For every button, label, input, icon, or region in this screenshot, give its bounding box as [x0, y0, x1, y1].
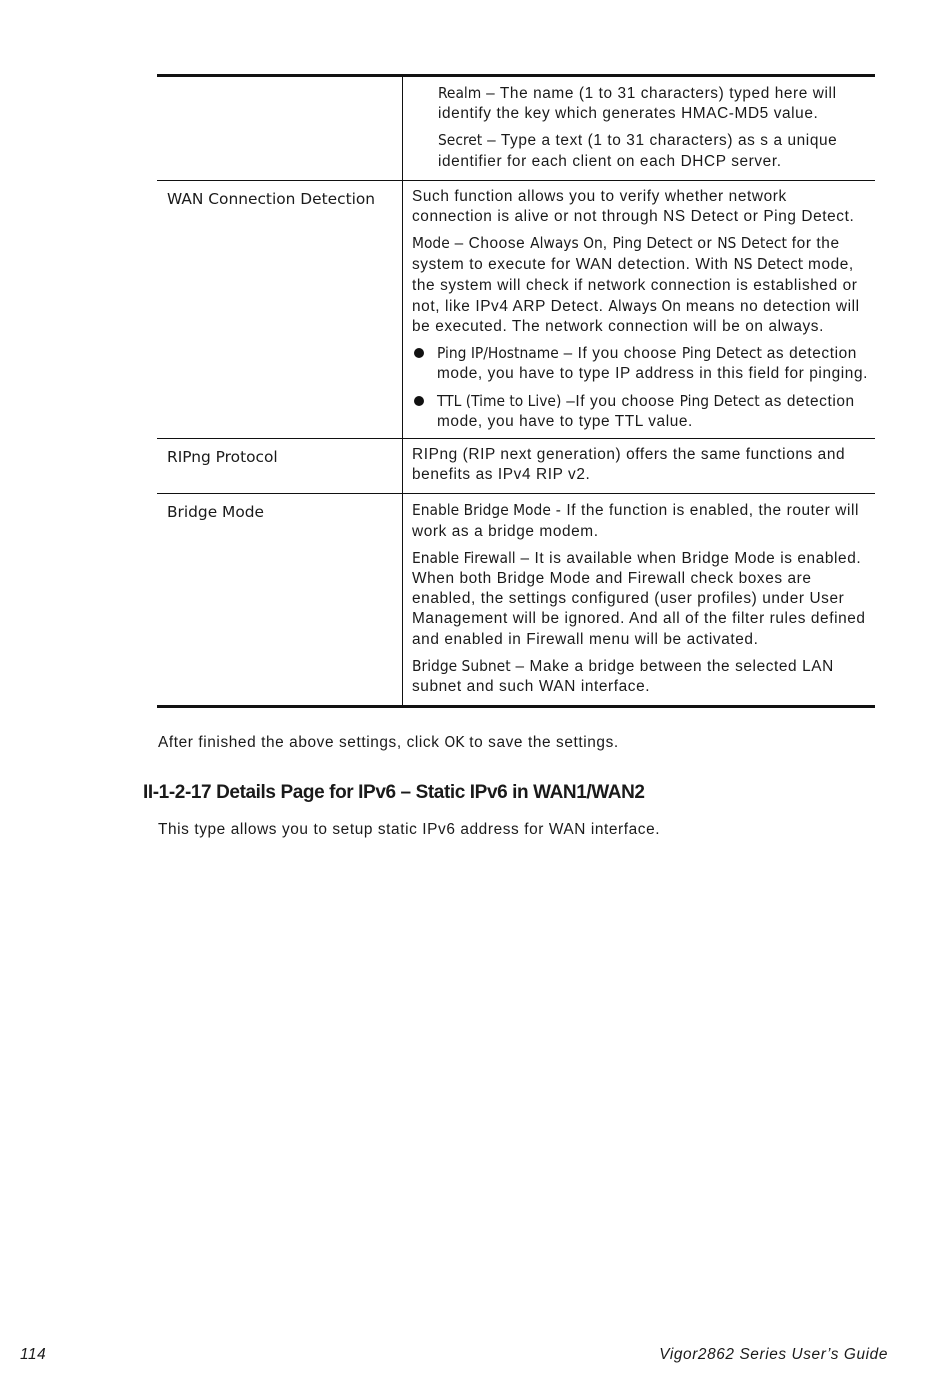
text: – It is available when Bridge Mode is enabled. When both Bridge Mode and Firewall check boxes are enabled, the settings configured (user profiles) under User Management will be ignored. And all of the filter rules defined and enabled in Firewall menu will be activated.: [412, 549, 866, 648]
text: –If you choose: [561, 392, 680, 410]
term: Enable Bridge Mode: [412, 501, 551, 520]
bullet-icon: [414, 348, 424, 358]
text: – If you choose: [558, 345, 682, 363]
section-intro: This type allows you to setup static IPv6 address for WAN interface.: [158, 821, 661, 838]
text: for the system to execute for WAN detection. With: [412, 235, 840, 274]
term: TTL (Time to Live): [437, 391, 562, 410]
table-row: [157, 180, 875, 438]
text: mode, the system will check if network connection is established or not, like IPv4 ARP Detect.: [412, 256, 858, 315]
table-row: [157, 494, 875, 707]
term: Always On: [530, 234, 603, 253]
row-label: RIPng Protocol: [157, 439, 403, 494]
after-settings-note: [158, 732, 619, 753]
row-label-empty: [157, 76, 403, 181]
bullet-icon: [414, 396, 424, 406]
realm-paragraph: [412, 83, 869, 124]
text: After finished the above settings, click: [158, 734, 445, 751]
guide-title: Vigor2862 Series User’s Guide: [659, 1346, 888, 1363]
term: NS Detect: [733, 255, 804, 274]
settings-table: [157, 74, 875, 708]
bullet-item: [412, 343, 869, 384]
term: Enable Firewall: [412, 548, 516, 567]
row-description: [403, 494, 876, 707]
term: Bridge Subnet: [412, 656, 511, 675]
text: to save the settings.: [464, 734, 619, 751]
bridge-subnet-paragraph: [412, 656, 869, 697]
text: as detection mode, you have to type IP address in this field for pinging.: [437, 345, 868, 383]
row-label: Bridge Mode: [157, 494, 403, 707]
bullet-item: [412, 391, 869, 432]
row-label: WAN Connection Detection: [157, 180, 403, 438]
text: - If the function is enabled, the router will work as a bridge modem.: [412, 502, 860, 540]
term: Always On: [608, 296, 682, 315]
row-description: [403, 76, 876, 181]
firewall-paragraph: [412, 548, 869, 650]
table-row: [157, 76, 875, 181]
page-number: 114: [20, 1346, 47, 1363]
term: Ping Detect: [612, 234, 693, 253]
realm-text: – The name (1 to 31 characters) typed here will identify the key which generates HMAC-MD5 value.: [438, 85, 837, 123]
mode-term: Mode: [412, 234, 450, 253]
term: Ping Detect: [679, 391, 760, 410]
row-description: [403, 180, 876, 438]
text: means no detection will be executed. The network connection will be on always.: [412, 297, 860, 336]
section-heading: II-1-2-17 Details Page for IPv6 – Static IPv6 in WAN1/WAN2: [143, 782, 645, 803]
term: NS Detect: [717, 234, 787, 253]
wan-detection-intro: Such function allows you to verify whether network connection is alive or not through NS Detect or Ping Detect.: [412, 187, 855, 226]
row-description: [403, 439, 876, 494]
realm-term: Realm: [438, 84, 482, 102]
ok-term: OK: [444, 733, 465, 751]
ripng-text: RIPng (RIP next generation) offers the same functions and benefits as IPv4 RIP v2.: [412, 446, 846, 484]
secret-paragraph: [412, 130, 869, 171]
table-row: [157, 439, 875, 494]
secret-term: Secret: [438, 131, 483, 150]
text: – Make a bridge between the selected LAN subnet and such WAN interface.: [412, 657, 834, 696]
mode-paragraph: [412, 233, 869, 337]
secret-text: – Type a text (1 to 31 characters) as s a unique identifier for each client on each DHCP server.: [438, 132, 838, 170]
text: or: [692, 235, 718, 253]
text: – Choose: [449, 235, 531, 253]
bridge-mode-paragraph: [412, 500, 869, 541]
term: Ping IP/Hostname: [437, 344, 559, 363]
text: as detection mode, you have to type TTL value.: [437, 392, 855, 430]
text: ,: [602, 235, 613, 253]
term: Ping Detect: [681, 344, 762, 363]
